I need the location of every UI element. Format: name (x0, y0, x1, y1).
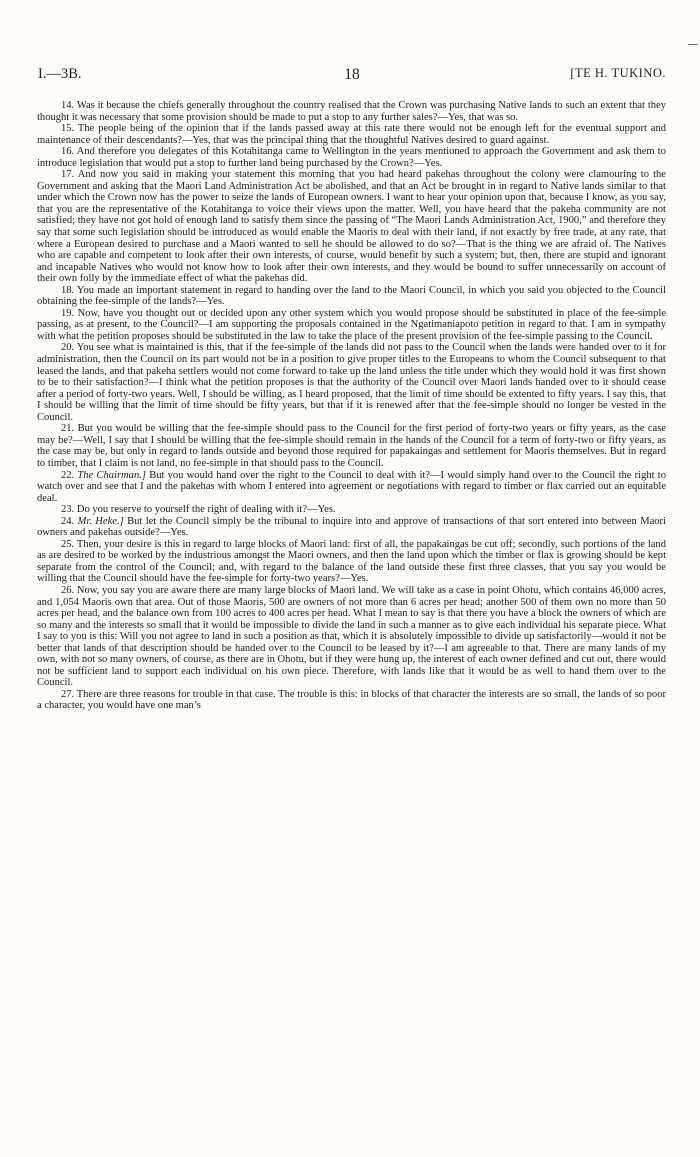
speaker-label: Mr. Heke.] (77, 515, 124, 527)
paragraph-number: 25. (61, 538, 75, 550)
paragraph-26 (37, 585, 666, 689)
paragraph-24 (37, 516, 666, 539)
paragraph-22 (37, 470, 666, 505)
paragraph-number: 24. (61, 515, 75, 527)
paragraph-17 (37, 169, 666, 284)
paragraph-number: 19. (61, 307, 75, 319)
paragraph-text: You see what is maintained is this, that if the fee-simple of the lands did not pass to the Council when the lands were handed over to it for administration, then the Council on its part would not be in a position to give proper titles to the Europeans to whom the Council subsequent to that leased the lands, and that pakeha settlers would not come forward to take up the land unless the title under which they would hold it was first shown to be to their satisfaction?—I think what the petition proposes is that the authority of the Council over Maori lands handed over to it should cease after a period of forty-two years. Well, I should be willing, as I heard proposed, that the limit of time should be extented to fifty years. I say this, that I should be willing that the limit of time should be fifty years, but that if it is renewed after that the fee-simple should no longer be vested in the Council. (37, 342, 666, 423)
paragraph-text: But you would be willing that the fee-simple should pass to the Council for the first period of forty-two years or fifty years, as the case may be?—Well, I say that I should be willing that the fee-simple should remain in the hands of the Council for a term of forty-two or fifty years, as the case may be, but only in regard to lands outside and beyond those required for papakaingas and settlement for Maoris themselves. But in regard to timber, that I claim is not land, no fee-simple in that should pass to the Council. (37, 423, 666, 469)
paragraph-text: The people being of the opinion that if the lands passed away at this rate there would not be enough left for the eventual support and maintenance of their descendants?—Yes, that was the principal thing that the thoughtful Natives desired to guard against. (37, 123, 666, 146)
page-edge-mark (688, 44, 698, 45)
paragraph-15 (37, 123, 666, 146)
report-reference: I.—3B. (38, 66, 82, 82)
paragraph-number: 22. (61, 469, 75, 481)
paragraph-19 (37, 308, 666, 343)
document-body (37, 100, 666, 712)
paragraph-18 (37, 285, 666, 308)
paragraph-27 (37, 689, 666, 712)
paragraph-text: Now, have you thought out or decided upon any other system which you would propose should be substituted in place of the fee-simple passing, as at present, to the Council?—I am supporting the proposals contained in the Ngatimaniapoto petition in regard to that. I am in sympathy with what the petition proposes should be substituted in the law to take the place of the present provision of the fee-simple passing to the Council. (37, 307, 667, 342)
paragraph-number: 21. (61, 423, 75, 435)
page-number: 18 (344, 66, 360, 83)
paragraph-23 (37, 504, 666, 516)
paragraph-14 (37, 100, 666, 123)
witness-name: [TE H. TUKINO. (570, 66, 666, 80)
paragraph-number: 18. (61, 284, 75, 296)
paragraph-text: Then, your desire is this in regard to large blocks of Maori land: first of all, the papakaingas be cut off; secondly, such portions of the land as are desired to be worked by the industrious amongst the Maori owners, and then the land upon which the timber or flax is growing should be kept separate from the control of the Council; and, with regard to the balance of the land outside these first three classes, that you say you would be willing that the Council should have the fee-simple for forty-two years?—Yes. (37, 538, 666, 585)
paragraph-25 (37, 539, 666, 585)
paragraph-number: 15. (61, 123, 75, 135)
paragraph-text: But you would hand over the right to the Council to deal with it?—I would simply hand over to the Council the right to watch over and see that I and the pakehas with whom I entered into agreement or negotiations with regard to timber or flax carried out an equitable deal. (37, 469, 666, 504)
speaker-label: The Chairman.] (77, 469, 146, 481)
paragraph-number: 23. (61, 504, 75, 516)
paragraph-text: Do you reserve to yourself the right of dealing with it?—Yes. (76, 504, 336, 516)
page-header (38, 66, 666, 86)
paragraph-text: But let the Council simply be the tribunal to inquire into and approve of transactions of that sort entered into between Maori owners and pakehas outside?—Yes. (37, 515, 666, 539)
paragraph-number: 14. (61, 100, 75, 111)
paragraph-text: There are three reasons for trouble in that case. The trouble is this: in blocks of that character the interests are so small, the lands of so poor a character, you would have one man’s (37, 688, 666, 712)
paragraph-number: 26. (61, 584, 75, 596)
paragraph-text: Now, you say you are aware there are many large blocks of Maori land. We will take as a case in point Ohotu, which contains 46,000 acres, and 1,054 Maoris own that area. Out of those Maoris, 500 are owners of not more than 6 acres per head; another 500 of them own no more than 50 acres per head, and the balance own from 100 acres to 400 acres per head. What I mean to say is that there you have a block the owners of which are so many and the interests so small that it would be impossible to divide the land in such a manner as to give each individual his separate piece. What I say to you is this: Will you not agree to land in such a position as that, which it is absolutely impossible to divide up satisfactorily—would it not be better that lands of that description should be handed over to the Council to be leased by it?—I am agreeable to that. There are many lands of my own, with not so many owners, of course, as there are in Ohotu, but if they were hung up, the interest of each owner defined and cut out, there would not be sufficient land to support each individual on his own piece. Therefore, with lands like that it would be as well to hand them over to the Council. (37, 584, 666, 689)
paragraph-number: 16. (61, 146, 75, 158)
paragraph-number: 20. (61, 342, 75, 354)
paragraph-text: Was it because the chiefs generally throughout the country realised that the Crown was purchasing Native lands to such an extent that they thought it was necessary that some provision should be made to put a stop to any further sales?—Yes, that was so. (37, 100, 666, 123)
paragraph-text: And therefore you delegates of this Kotahitanga came to Wellington in the years mentioned to approach the Government and ask them to introduce legislation that would put a stop to further land being purchased by the Crown?—Yes. (37, 146, 666, 169)
paragraph-number: 17. (61, 169, 75, 181)
paragraph-16 (37, 146, 666, 169)
paragraph-text: And now you said in making your statement this morning that you had heard pakehas throughout the colony were clamouring to the Government and asking that the Maori Land Administration Act be abolished, and that an Act be brought in in regard to Native lands similar to that under which the Crown now has the power to seize the lands of European owners. I want to hear your opinion upon that, because I know, as you say, that you are the representative of the Kotahitanga to voice their views upon the matter. Well, you have heard that the pakeha community are not satisfied; they have not got hold of enough land to satisfy them since the passing of “The Maori Lands Administration Act, 1900,” and therefore they say that some such legislation should be introduced as would enable the Maoris to deal with their land, if not exactly by free trade, at any rate, that where a European desired to purchase and a Maori wanted to sell he should be allowed to do so?—That is the thing we are afraid of. The Natives who are capable and competent to look after their own interests, of course, would benefit by such a system; but, then, there are stupid and ignorant and incapable Natives who would not know how to look after their own interests, and they would be bound to suffer unnecessarily on account of their own folly by the immediate effect of what the pakehas did. (37, 169, 666, 285)
paragraph-20 (37, 342, 666, 423)
paragraph-text: You made an important statement in regard to handing over the land to the Maori Council, in which you said you objected to the Council obtaining the fee-simple of the lands?—Yes. (37, 284, 666, 308)
paragraph-21 (37, 423, 666, 469)
paragraph-number: 27. (61, 688, 75, 700)
